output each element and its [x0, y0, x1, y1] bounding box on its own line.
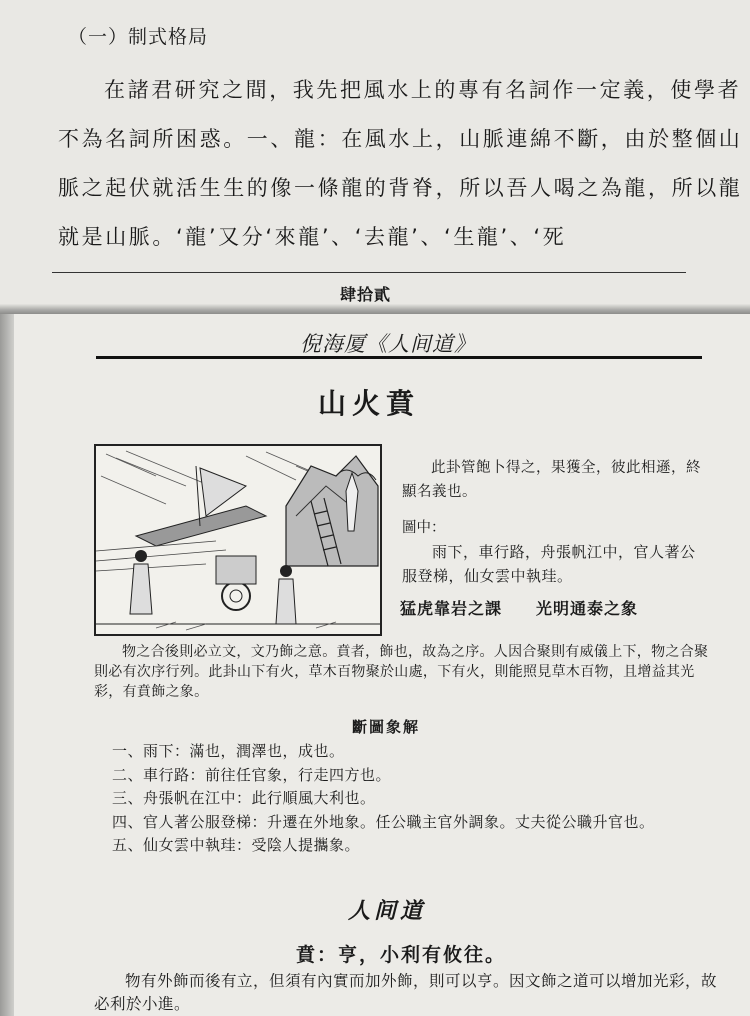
page-number: 肆拾貳	[340, 285, 392, 304]
bottom-page	[0, 314, 750, 1016]
top-page	[0, 0, 750, 306]
final-paragraph: 物有外飾而後有立，但須有內實而加外飾，則可以亨。因文飾之道可以增加光彩，故必利於小進。	[94, 972, 718, 1013]
interpretation-item: 一、雨下：滿也，潤澤也，成也。	[112, 742, 345, 760]
section-heading: （一）制式格局	[68, 26, 209, 48]
interpretation-item: 三、舟張帆在江中：此行順風大利也。	[112, 789, 376, 807]
page-divider	[0, 304, 750, 314]
book-spine	[0, 314, 14, 1016]
illustration-drawing	[96, 446, 380, 634]
header-rule	[96, 356, 702, 359]
interpretation-item: 五、仙女雲中執珪：受陰人提攜象。	[112, 836, 361, 854]
interpretation-list	[112, 740, 655, 858]
rendao-title: 人间道	[348, 898, 427, 924]
hexagram-subtitle	[400, 596, 638, 619]
top-paragraph	[58, 66, 743, 262]
paragraph-line: 就是山脈。‘龍’又分‘來龍’、‘去龍’、‘生龍’、‘死	[58, 225, 567, 249]
figure-label: 圖中：	[402, 520, 446, 536]
paragraph-line: 不為名詞所困惑。一、龍：在風水上，山脈連綿不斷，由於整個山	[58, 127, 743, 151]
woodcut-illustration	[94, 444, 382, 636]
interpretation-heading: 斷圖象解	[352, 718, 421, 736]
subtitle-right: 光明通泰之象	[536, 599, 639, 618]
explanation-paragraph: 物之合後則必立文，文乃飾之意。賁者，飾也，故為之序。人因合聚則有威儀上下，物之合聚則必有次序行列。此卦山下有火，草木百物聚於山處，下有火，則能照見草木百物，且增益其光彩，有賁飾之象。	[94, 644, 709, 700]
subtitle-left: 猛虎靠岩之課	[400, 599, 503, 618]
figure-description: 雨下，車行路，舟張帆江中，官人著公服登梯，仙女雲中執珪。	[402, 543, 696, 585]
paragraph-line: 在諸君研究之間，我先把風水上的專有名詞作一定義，使學者	[104, 78, 742, 102]
interpretation-item: 二、車行路：前往任官象，行走四方也。	[112, 765, 392, 784]
paragraph-line: 脈之起伏就活生生的像一條龍的背脊，所以吾人喝之為龍，所以龍	[58, 176, 743, 200]
hexagram-title: 山火賁	[318, 387, 421, 420]
hexagram-intro: 此卦管飽卜得之，果獲全，彼此相遜，終顯名義也。	[402, 460, 701, 500]
hexagram-judgment: 賁：亨，小利有攸往。	[296, 944, 507, 966]
footer-rule	[52, 272, 686, 273]
interpretation-item: 四、官人著公服登梯：升遷在外地象。任公職主官外調象。丈夫從公職升官也。	[112, 812, 655, 831]
book-header: 倪海厦《人间道》	[300, 332, 476, 356]
